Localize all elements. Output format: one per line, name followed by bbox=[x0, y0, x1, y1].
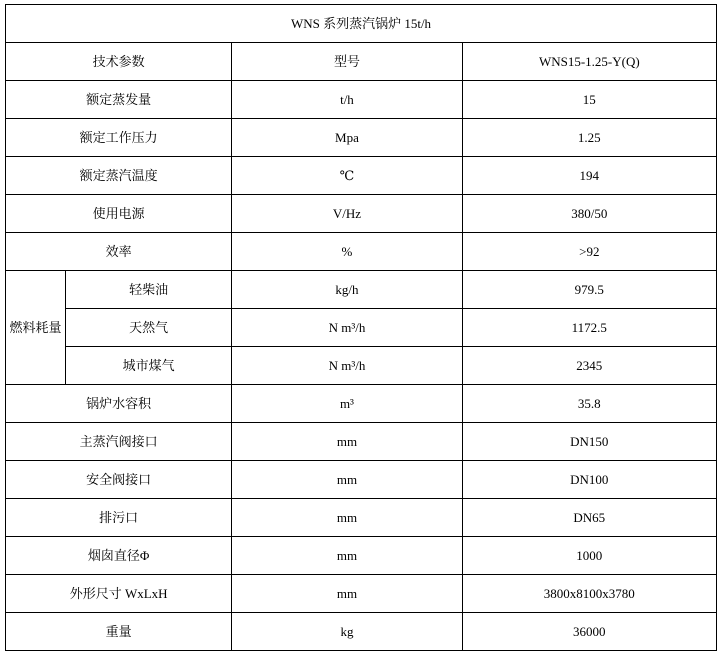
row-unit: kg bbox=[232, 613, 462, 651]
table-row-fuel bbox=[6, 309, 717, 347]
row-unit: kg/h bbox=[232, 271, 462, 309]
row-unit: N m³/h bbox=[232, 347, 462, 385]
row-value: >92 bbox=[462, 233, 716, 271]
header-model: 型号 bbox=[232, 43, 462, 81]
row-label: 额定工作压力 bbox=[6, 119, 232, 157]
row-unit: % bbox=[232, 233, 462, 271]
row-label: 额定蒸发量 bbox=[6, 81, 232, 119]
row-label: 安全阀接口 bbox=[6, 461, 232, 499]
table-row bbox=[6, 613, 717, 651]
row-label: 主蒸汽阀接口 bbox=[6, 423, 232, 461]
row-value: 3800x8100x3780 bbox=[462, 575, 716, 613]
row-label: 锅炉水容积 bbox=[6, 385, 232, 423]
table-row bbox=[6, 537, 717, 575]
row-value: 979.5 bbox=[462, 271, 716, 309]
row-value: DN100 bbox=[462, 461, 716, 499]
row-value: 380/50 bbox=[462, 195, 716, 233]
row-label: 使用电源 bbox=[6, 195, 232, 233]
row-label: 效率 bbox=[6, 233, 232, 271]
table-row bbox=[6, 157, 717, 195]
spec-sheet bbox=[0, 4, 722, 639]
row-value: 1000 bbox=[462, 537, 716, 575]
row-value: 15 bbox=[462, 81, 716, 119]
fuel-consumption-group-label: 燃料耗量 bbox=[6, 271, 66, 385]
row-value: 36000 bbox=[462, 613, 716, 651]
table-row bbox=[6, 233, 717, 271]
table-row bbox=[6, 499, 717, 537]
row-value: DN150 bbox=[462, 423, 716, 461]
table-row bbox=[6, 195, 717, 233]
row-label: 烟囱直径Φ bbox=[6, 537, 232, 575]
row-value: DN65 bbox=[462, 499, 716, 537]
table-row bbox=[6, 461, 717, 499]
document-title: WNS 系列蒸汽锅炉 15t/h bbox=[6, 5, 717, 43]
specification-table bbox=[5, 4, 717, 651]
row-unit: Mpa bbox=[232, 119, 462, 157]
row-unit: ℃ bbox=[232, 157, 462, 195]
table-row bbox=[6, 385, 717, 423]
table-row-fuel bbox=[6, 271, 717, 309]
row-unit: mm bbox=[232, 499, 462, 537]
row-unit: V/Hz bbox=[232, 195, 462, 233]
row-value: 35.8 bbox=[462, 385, 716, 423]
row-unit: t/h bbox=[232, 81, 462, 119]
row-unit: mm bbox=[232, 423, 462, 461]
row-label: 天然气 bbox=[66, 309, 232, 347]
row-value: 1172.5 bbox=[462, 309, 716, 347]
header-parameter: 技术参数 bbox=[6, 43, 232, 81]
table-row-fuel bbox=[6, 347, 717, 385]
row-value: 1.25 bbox=[462, 119, 716, 157]
row-label: 城市煤气 bbox=[66, 347, 232, 385]
row-label: 轻柴油 bbox=[66, 271, 232, 309]
row-label: 重量 bbox=[6, 613, 232, 651]
table-row bbox=[6, 423, 717, 461]
table-title-row bbox=[6, 5, 717, 43]
table-row bbox=[6, 81, 717, 119]
row-unit: mm bbox=[232, 537, 462, 575]
row-label: 外形尺寸 WxLxH bbox=[6, 575, 232, 613]
header-model-value: WNS15-1.25-Y(Q) bbox=[462, 43, 716, 81]
row-label: 排污口 bbox=[6, 499, 232, 537]
row-unit: mm bbox=[232, 461, 462, 499]
table-row bbox=[6, 575, 717, 613]
row-unit: mm bbox=[232, 575, 462, 613]
row-label: 额定蒸汽温度 bbox=[6, 157, 232, 195]
row-value: 2345 bbox=[462, 347, 716, 385]
row-value: 194 bbox=[462, 157, 716, 195]
table-row bbox=[6, 119, 717, 157]
row-unit: m³ bbox=[232, 385, 462, 423]
table-header-row bbox=[6, 43, 717, 81]
row-unit: N m³/h bbox=[232, 309, 462, 347]
